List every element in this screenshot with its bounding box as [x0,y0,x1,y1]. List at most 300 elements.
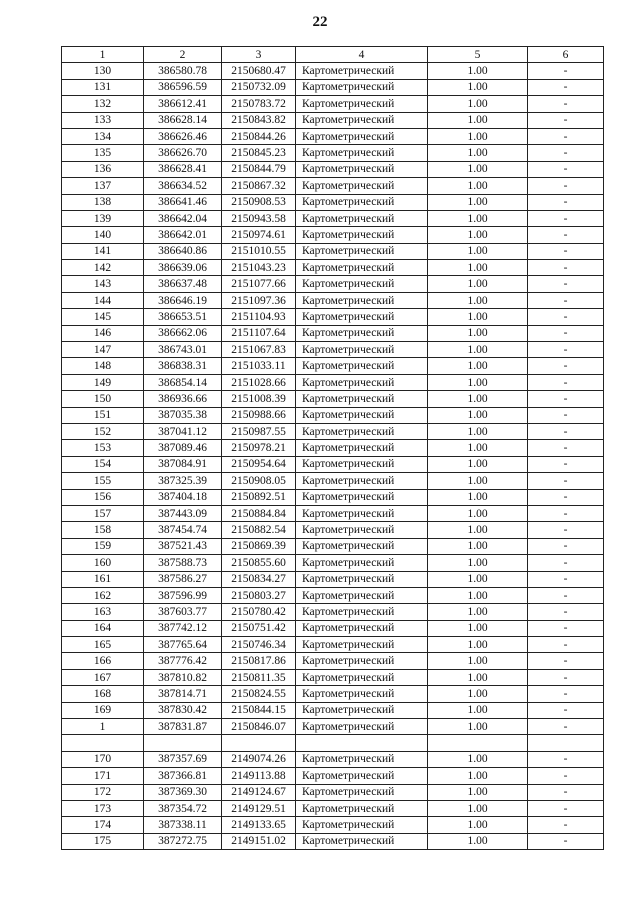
table-cell: 1.00 [428,161,528,177]
table-cell: 1.00 [428,637,528,653]
table-cell: 2149113.88 [222,768,296,784]
table-cell: 162 [62,587,144,603]
table-cell: 2150834.27 [222,571,296,587]
table-cell: 154 [62,456,144,472]
table-cell: 171 [62,768,144,784]
table-row [62,292,604,308]
table-cell: 387776.42 [144,653,222,669]
table-cell: 1.00 [428,292,528,308]
table-row [62,800,604,816]
table-cell: Картометрический [296,637,428,653]
table-row [62,653,604,669]
table-cell [428,735,528,751]
table-cell: 387357.69 [144,751,222,767]
table-cell: 159 [62,538,144,554]
table-cell: 387586.27 [144,571,222,587]
table-cell: 2150978.21 [222,440,296,456]
table-cell: 387404.18 [144,489,222,505]
table-cell: - [528,145,604,161]
table-cell: Картометрический [296,260,428,276]
table-cell: 386639.06 [144,260,222,276]
table-cell: 147 [62,342,144,358]
table-cell: - [528,374,604,390]
table-cell: 1.00 [428,571,528,587]
table-cell: 2150732.09 [222,79,296,95]
table-cell: Картометрический [296,309,428,325]
coordinates-table [61,46,604,850]
table-cell: Картометрический [296,194,428,210]
table-cell: - [528,423,604,439]
table-cell: Картометрический [296,538,428,554]
table-cell: 387366.81 [144,768,222,784]
table-row [62,112,604,128]
table-cell: 387338.11 [144,817,222,833]
table-cell: - [528,587,604,603]
table-cell: 2150988.66 [222,407,296,423]
table-row [62,440,604,456]
table-cell [222,735,296,751]
table-cell: 387742.12 [144,620,222,636]
table-cell: Картометрический [296,817,428,833]
table-cell: Картометрический [296,210,428,226]
table-cell: - [528,440,604,456]
table-cell: 1.00 [428,702,528,718]
table-cell: 387454.74 [144,522,222,538]
table-cell: 387814.71 [144,686,222,702]
table-row [62,96,604,112]
table-cell: 2150846.07 [222,719,296,735]
table-cell: Картометрический [296,227,428,243]
table-cell: Картометрический [296,587,428,603]
table-cell: 386626.46 [144,128,222,144]
table-body-section-1 [62,63,604,735]
table-cell: 2150780.42 [222,604,296,620]
table-cell: 139 [62,210,144,226]
table-cell: 2151010.55 [222,243,296,259]
column-header: 5 [428,47,528,63]
table-cell: 169 [62,702,144,718]
table-cell: - [528,604,604,620]
table-cell: 1.00 [428,276,528,292]
table-cell: - [528,522,604,538]
table-cell: 1.00 [428,309,528,325]
column-header: 4 [296,47,428,63]
table-cell: 2150892.51 [222,489,296,505]
table-cell: - [528,571,604,587]
table-cell: - [528,79,604,95]
table-cell: 168 [62,686,144,702]
table-cell: - [528,325,604,341]
table-cell: Картометрический [296,292,428,308]
table-row [62,227,604,243]
table-cell: 2149074.26 [222,751,296,767]
table-cell: 2151077.66 [222,276,296,292]
table-cell: - [528,391,604,407]
table-row [62,276,604,292]
table-cell: Картометрический [296,620,428,636]
table-cell: 153 [62,440,144,456]
table-body-section-2 [62,751,604,849]
table-cell: Картометрический [296,686,428,702]
table-cell: 1.00 [428,407,528,423]
table-cell: 387354.72 [144,800,222,816]
table-cell: 1.00 [428,440,528,456]
table-row [62,473,604,489]
table-cell: Картометрический [296,800,428,816]
table-cell: Картометрический [296,505,428,521]
table-cell: 387369.30 [144,784,222,800]
table-row [62,555,604,571]
table-cell: 2150817.86 [222,653,296,669]
table-cell: 387035.38 [144,407,222,423]
table-cell: 148 [62,358,144,374]
table-cell: 156 [62,489,144,505]
table-cell: 161 [62,571,144,587]
table-cell: 387325.39 [144,473,222,489]
table-cell: - [528,653,604,669]
table-row [62,571,604,587]
table-cell: 1.00 [428,538,528,554]
table-cell: 387272.75 [144,833,222,849]
table-row [62,719,604,735]
table-row [62,178,604,194]
table-cell: 1.00 [428,260,528,276]
table-row [62,374,604,390]
table-cell: Картометрический [296,571,428,587]
table-cell: Картометрический [296,325,428,341]
table-cell: 1.00 [428,555,528,571]
table-cell: 1.00 [428,833,528,849]
table-cell: 151 [62,407,144,423]
table-cell: 386936.66 [144,391,222,407]
table-cell: 387810.82 [144,669,222,685]
table-cell: 2151097.36 [222,292,296,308]
table-cell: - [528,686,604,702]
table-cell: 152 [62,423,144,439]
table-cell: - [528,292,604,308]
table-cell: 1.00 [428,63,528,79]
table-row [62,63,604,79]
table-cell: 134 [62,128,144,144]
table-cell: 386642.04 [144,210,222,226]
table-cell: - [528,489,604,505]
table-cell: 1.00 [428,391,528,407]
table-cell: 387089.46 [144,440,222,456]
table-cell: 2150869.39 [222,538,296,554]
table-cell: 136 [62,161,144,177]
table-cell: - [528,637,604,653]
table-cell: - [528,276,604,292]
table-cell: Картометрический [296,751,428,767]
table-cell: 1.00 [428,423,528,439]
table-cell: 1.00 [428,653,528,669]
table-cell: 164 [62,620,144,636]
table-cell: 386596.59 [144,79,222,95]
table-cell: 2151033.11 [222,358,296,374]
table-cell: 163 [62,604,144,620]
table-cell: - [528,719,604,735]
table-cell: 2151067.83 [222,342,296,358]
table-cell: Картометрический [296,489,428,505]
table-cell: 146 [62,325,144,341]
table-cell: 387041.12 [144,423,222,439]
table-cell: Картометрический [296,112,428,128]
table-cell: - [528,210,604,226]
table-cell: 1.00 [428,751,528,767]
table-cell: 1 [62,719,144,735]
column-header: 3 [222,47,296,63]
table-cell: 144 [62,292,144,308]
table-row [62,243,604,259]
table-cell: 1.00 [428,374,528,390]
table-row [62,505,604,521]
table-row [62,833,604,849]
table-cell: 2150908.05 [222,473,296,489]
table-cell: 1.00 [428,719,528,735]
table-cell: 386646.19 [144,292,222,308]
table-cell: 386580.78 [144,63,222,79]
table-row [62,669,604,685]
table-row [62,391,604,407]
blank-row [62,735,604,751]
table-cell: 132 [62,96,144,112]
table-cell: Картометрический [296,407,428,423]
table-cell: 138 [62,194,144,210]
table-row [62,309,604,325]
table-cell: 386662.06 [144,325,222,341]
table-cell: 1.00 [428,587,528,603]
table-cell: 2149133.65 [222,817,296,833]
table-cell: 386626.70 [144,145,222,161]
table-cell: 2150855.60 [222,555,296,571]
table-cell: 2150867.32 [222,178,296,194]
table-cell: 2150803.27 [222,587,296,603]
table-cell: - [528,194,604,210]
table-cell: Картометрический [296,440,428,456]
table-cell: 386612.41 [144,96,222,112]
table-cell: 150 [62,391,144,407]
table-header-row [62,47,604,63]
table-cell: - [528,342,604,358]
column-header: 6 [528,47,604,63]
table-separator [62,735,604,751]
table-cell: 2150943.58 [222,210,296,226]
table-cell: 387603.77 [144,604,222,620]
table-cell: Картометрический [296,96,428,112]
table-cell: - [528,63,604,79]
table-cell: 386628.41 [144,161,222,177]
table-cell: 2151043.23 [222,260,296,276]
table-cell: - [528,456,604,472]
table-cell: 172 [62,784,144,800]
table-row [62,128,604,144]
table-row [62,604,604,620]
table-cell: 1.00 [428,325,528,341]
table-cell: - [528,407,604,423]
table-cell: 2151107.64 [222,325,296,341]
table-cell: - [528,112,604,128]
table-cell: Картометрический [296,784,428,800]
table-cell: Картометрический [296,145,428,161]
page-number: 22 [312,14,328,30]
table-row [62,79,604,95]
table-cell: - [528,555,604,571]
table-cell: 137 [62,178,144,194]
table-cell: 170 [62,751,144,767]
table-cell: 167 [62,669,144,685]
table-row [62,342,604,358]
table-cell: 160 [62,555,144,571]
table-cell: 386743.01 [144,342,222,358]
table-cell: 386641.46 [144,194,222,210]
table-cell: - [528,161,604,177]
table-cell: Картометрический [296,128,428,144]
table-cell: Картометрический [296,79,428,95]
table-cell: 165 [62,637,144,653]
table-cell: Картометрический [296,358,428,374]
table-cell: 142 [62,260,144,276]
table-cell: - [528,358,604,374]
table-cell: Картометрический [296,669,428,685]
table-row [62,686,604,702]
table-cell: Картометрический [296,243,428,259]
table-cell: 2149151.02 [222,833,296,849]
table-cell: - [528,505,604,521]
table-cell [296,735,428,751]
table-cell: - [528,800,604,816]
table-cell: 1.00 [428,112,528,128]
table-cell: 1.00 [428,178,528,194]
table-row [62,260,604,276]
table-cell: 2150746.34 [222,637,296,653]
table-cell: 1.00 [428,620,528,636]
table-row [62,817,604,833]
table-cell: 149 [62,374,144,390]
table-cell: 2150811.35 [222,669,296,685]
table-cell: 2150908.53 [222,194,296,210]
table-cell: Картометрический [296,276,428,292]
table-cell: - [528,473,604,489]
table-row [62,522,604,538]
table-cell: 1.00 [428,604,528,620]
table-cell: 1.00 [428,358,528,374]
table-cell: Картометрический [296,473,428,489]
table-row [62,423,604,439]
table-cell: 2151104.93 [222,309,296,325]
table-cell: Картометрический [296,522,428,538]
table-row [62,161,604,177]
table-cell: 1.00 [428,489,528,505]
table-cell: 1.00 [428,96,528,112]
table-cell: 386640.86 [144,243,222,259]
table-cell: - [528,620,604,636]
table-cell: 175 [62,833,144,849]
table-row [62,210,604,226]
table-cell: - [528,702,604,718]
table-cell: - [528,243,604,259]
table-cell: 1.00 [428,456,528,472]
table-cell: - [528,833,604,849]
table-cell: 2150824.55 [222,686,296,702]
table-row [62,194,604,210]
table-row [62,407,604,423]
table-row [62,587,604,603]
table-cell: Картометрический [296,719,428,735]
table-cell: 387084.91 [144,456,222,472]
table-cell: 2151008.39 [222,391,296,407]
table-cell: Картометрический [296,833,428,849]
table-cell: Картометрический [296,768,428,784]
table-cell: 2150987.55 [222,423,296,439]
table-cell: 1.00 [428,768,528,784]
table-cell: 2150680.47 [222,63,296,79]
table-cell: 1.00 [428,227,528,243]
table-row [62,620,604,636]
table-cell: Картометрический [296,555,428,571]
table-cell: 2150954.64 [222,456,296,472]
table-cell: 387830.42 [144,702,222,718]
table-cell: 1.00 [428,128,528,144]
table-cell: 2150844.15 [222,702,296,718]
table-row [62,456,604,472]
table-cell: 1.00 [428,784,528,800]
table-cell: 1.00 [428,145,528,161]
table-cell: - [528,178,604,194]
table-cell: 1.00 [428,243,528,259]
table-cell: 166 [62,653,144,669]
table-cell: 387831.87 [144,719,222,735]
table-cell: 157 [62,505,144,521]
table-cell: - [528,96,604,112]
table-cell: 2150843.82 [222,112,296,128]
table-cell: 1.00 [428,210,528,226]
table-cell: - [528,817,604,833]
table-cell: 140 [62,227,144,243]
table-cell: 1.00 [428,473,528,489]
table-row [62,489,604,505]
table-row [62,702,604,718]
table-cell: 1.00 [428,194,528,210]
table-cell: 2150844.79 [222,161,296,177]
table-cell: 386642.01 [144,227,222,243]
table-cell: Картометрический [296,161,428,177]
table-cell: 387443.09 [144,505,222,521]
table-cell: - [528,309,604,325]
table-row [62,538,604,554]
table-cell: 1.00 [428,79,528,95]
table-cell: Картометрический [296,702,428,718]
table-cell: 1.00 [428,800,528,816]
table-cell: 1.00 [428,669,528,685]
table-row [62,325,604,341]
table-row [62,637,604,653]
table-cell: Картометрический [296,653,428,669]
table-cell: 386838.31 [144,358,222,374]
table-cell: 2150884.84 [222,505,296,521]
table-cell: 131 [62,79,144,95]
table-cell: 387765.64 [144,637,222,653]
table-cell: 2150974.61 [222,227,296,243]
table-cell: 2151028.66 [222,374,296,390]
column-header: 1 [62,47,144,63]
column-header: 2 [144,47,222,63]
table-cell: Картометрический [296,178,428,194]
table-row [62,145,604,161]
table-cell [144,735,222,751]
table-cell: 1.00 [428,522,528,538]
table-cell: Картометрический [296,456,428,472]
table-cell: 387596.99 [144,587,222,603]
